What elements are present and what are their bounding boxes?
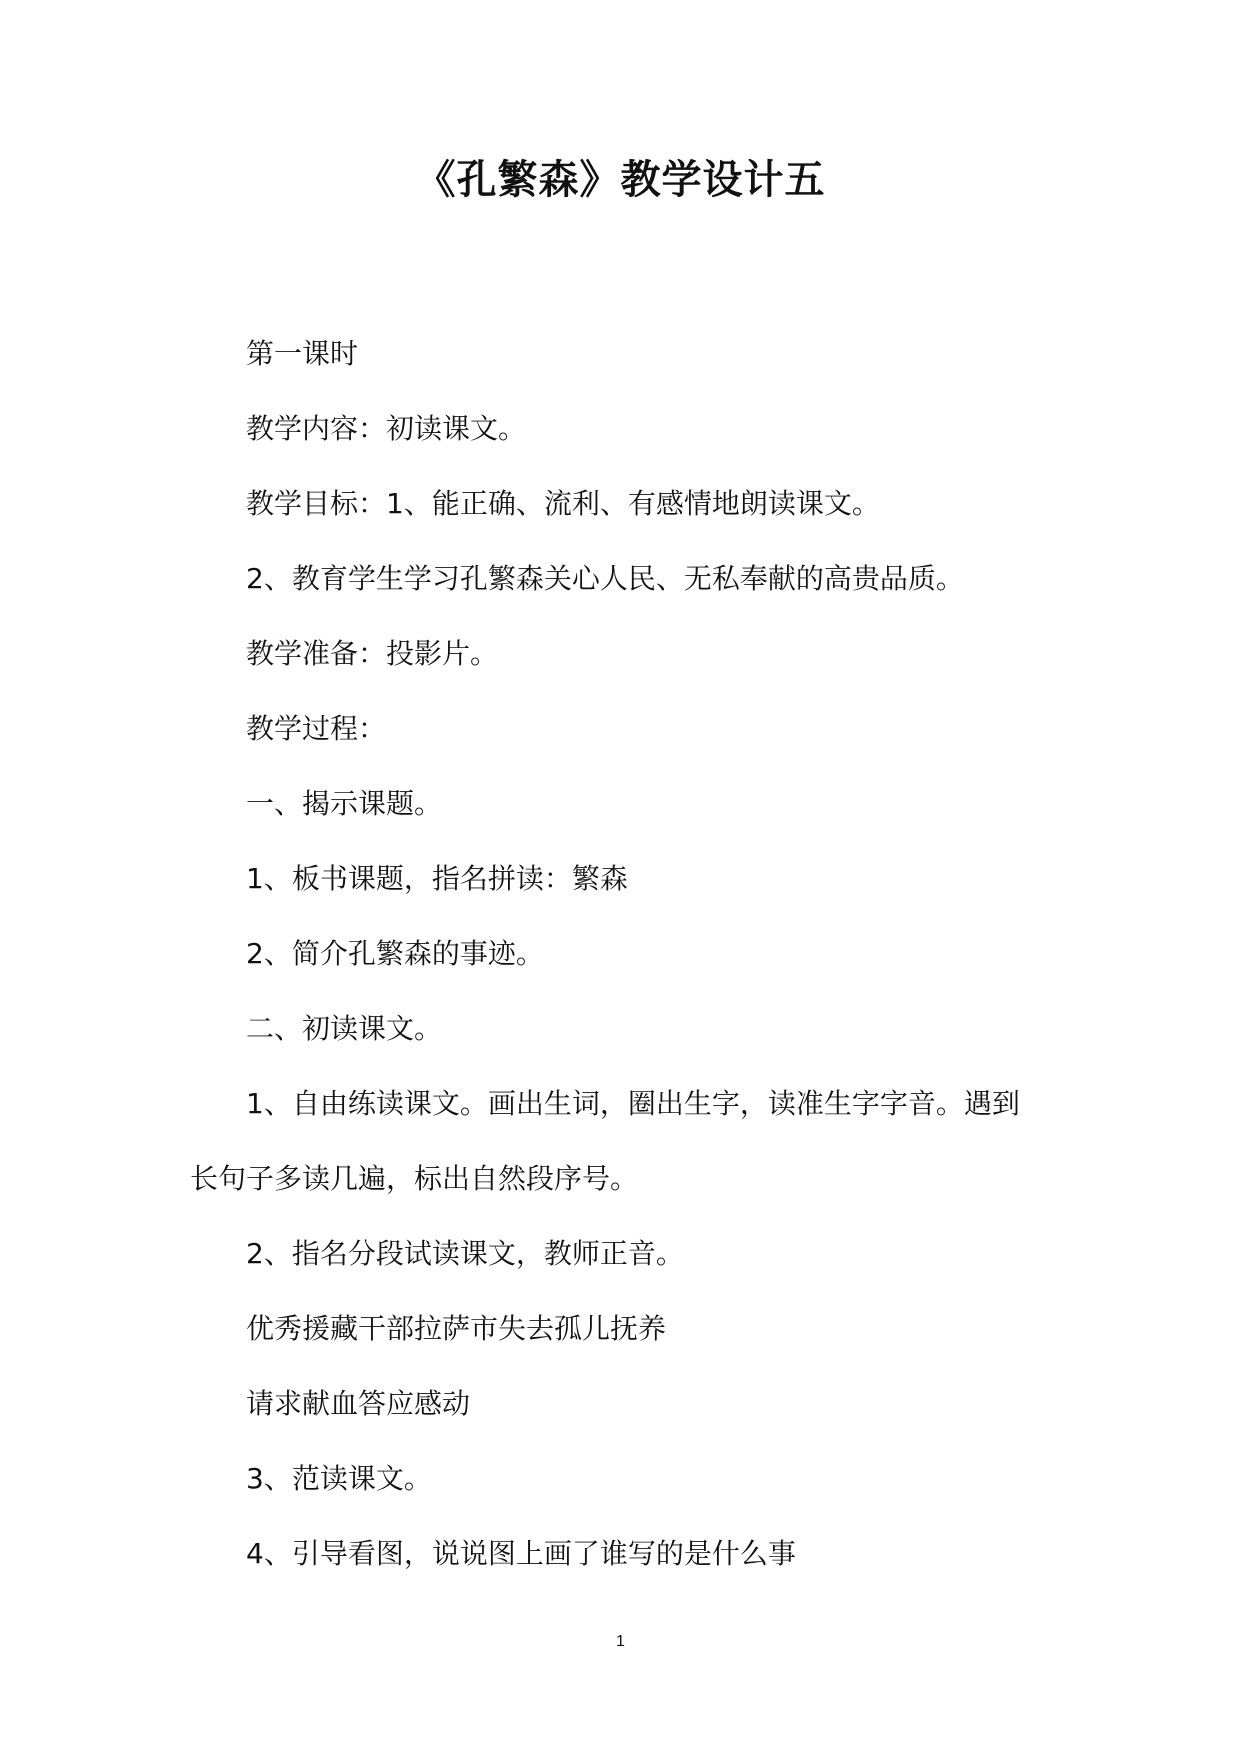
paragraph-teaching-goal: 教学目标：1、能正确、流利、有感情地朗读课文。 [246,487,880,520]
list-item: 4、引导看图，说说图上画了谁写的是什么事 [246,1537,796,1570]
paragraph-lesson-period: 第一课时 [246,337,359,370]
section-heading-1: 一、揭示课题。 [246,787,443,820]
paragraph-preparation: 教学准备：投影片。 [246,637,499,670]
paragraph-process-heading: 教学过程： [246,712,387,745]
list-item: 1、自由练读课文。画出生词，圈出生字，读准生字字音。遇到 [246,1087,1020,1120]
paragraph-teaching-content: 教学内容：初读课文。 [246,412,527,445]
list-item: 2、指名分段试读课文，教师正音。 [246,1237,684,1270]
list-item-continuation: 长句子多读几遍，标出自然段序号。 [190,1162,639,1195]
document-title: 《孔繁森》教学设计五 [415,157,826,203]
vocabulary-line: 请求献血答应感动 [246,1387,471,1420]
vocabulary-line: 优秀援藏干部拉萨市失去孤儿抚养 [246,1312,667,1345]
page-number: 1 [616,1633,625,1650]
paragraph-goal-2: 2、教育学生学习孔繁森关心人民、无私奉献的高贵品质。 [246,562,964,595]
section-heading-2: 二、初读课文。 [246,1012,443,1045]
list-item: 1、板书课题，指名拼读：繁森 [246,862,628,895]
list-item: 3、范读课文。 [246,1462,432,1495]
list-item: 2、简介孔繁森的事迹。 [246,937,544,970]
